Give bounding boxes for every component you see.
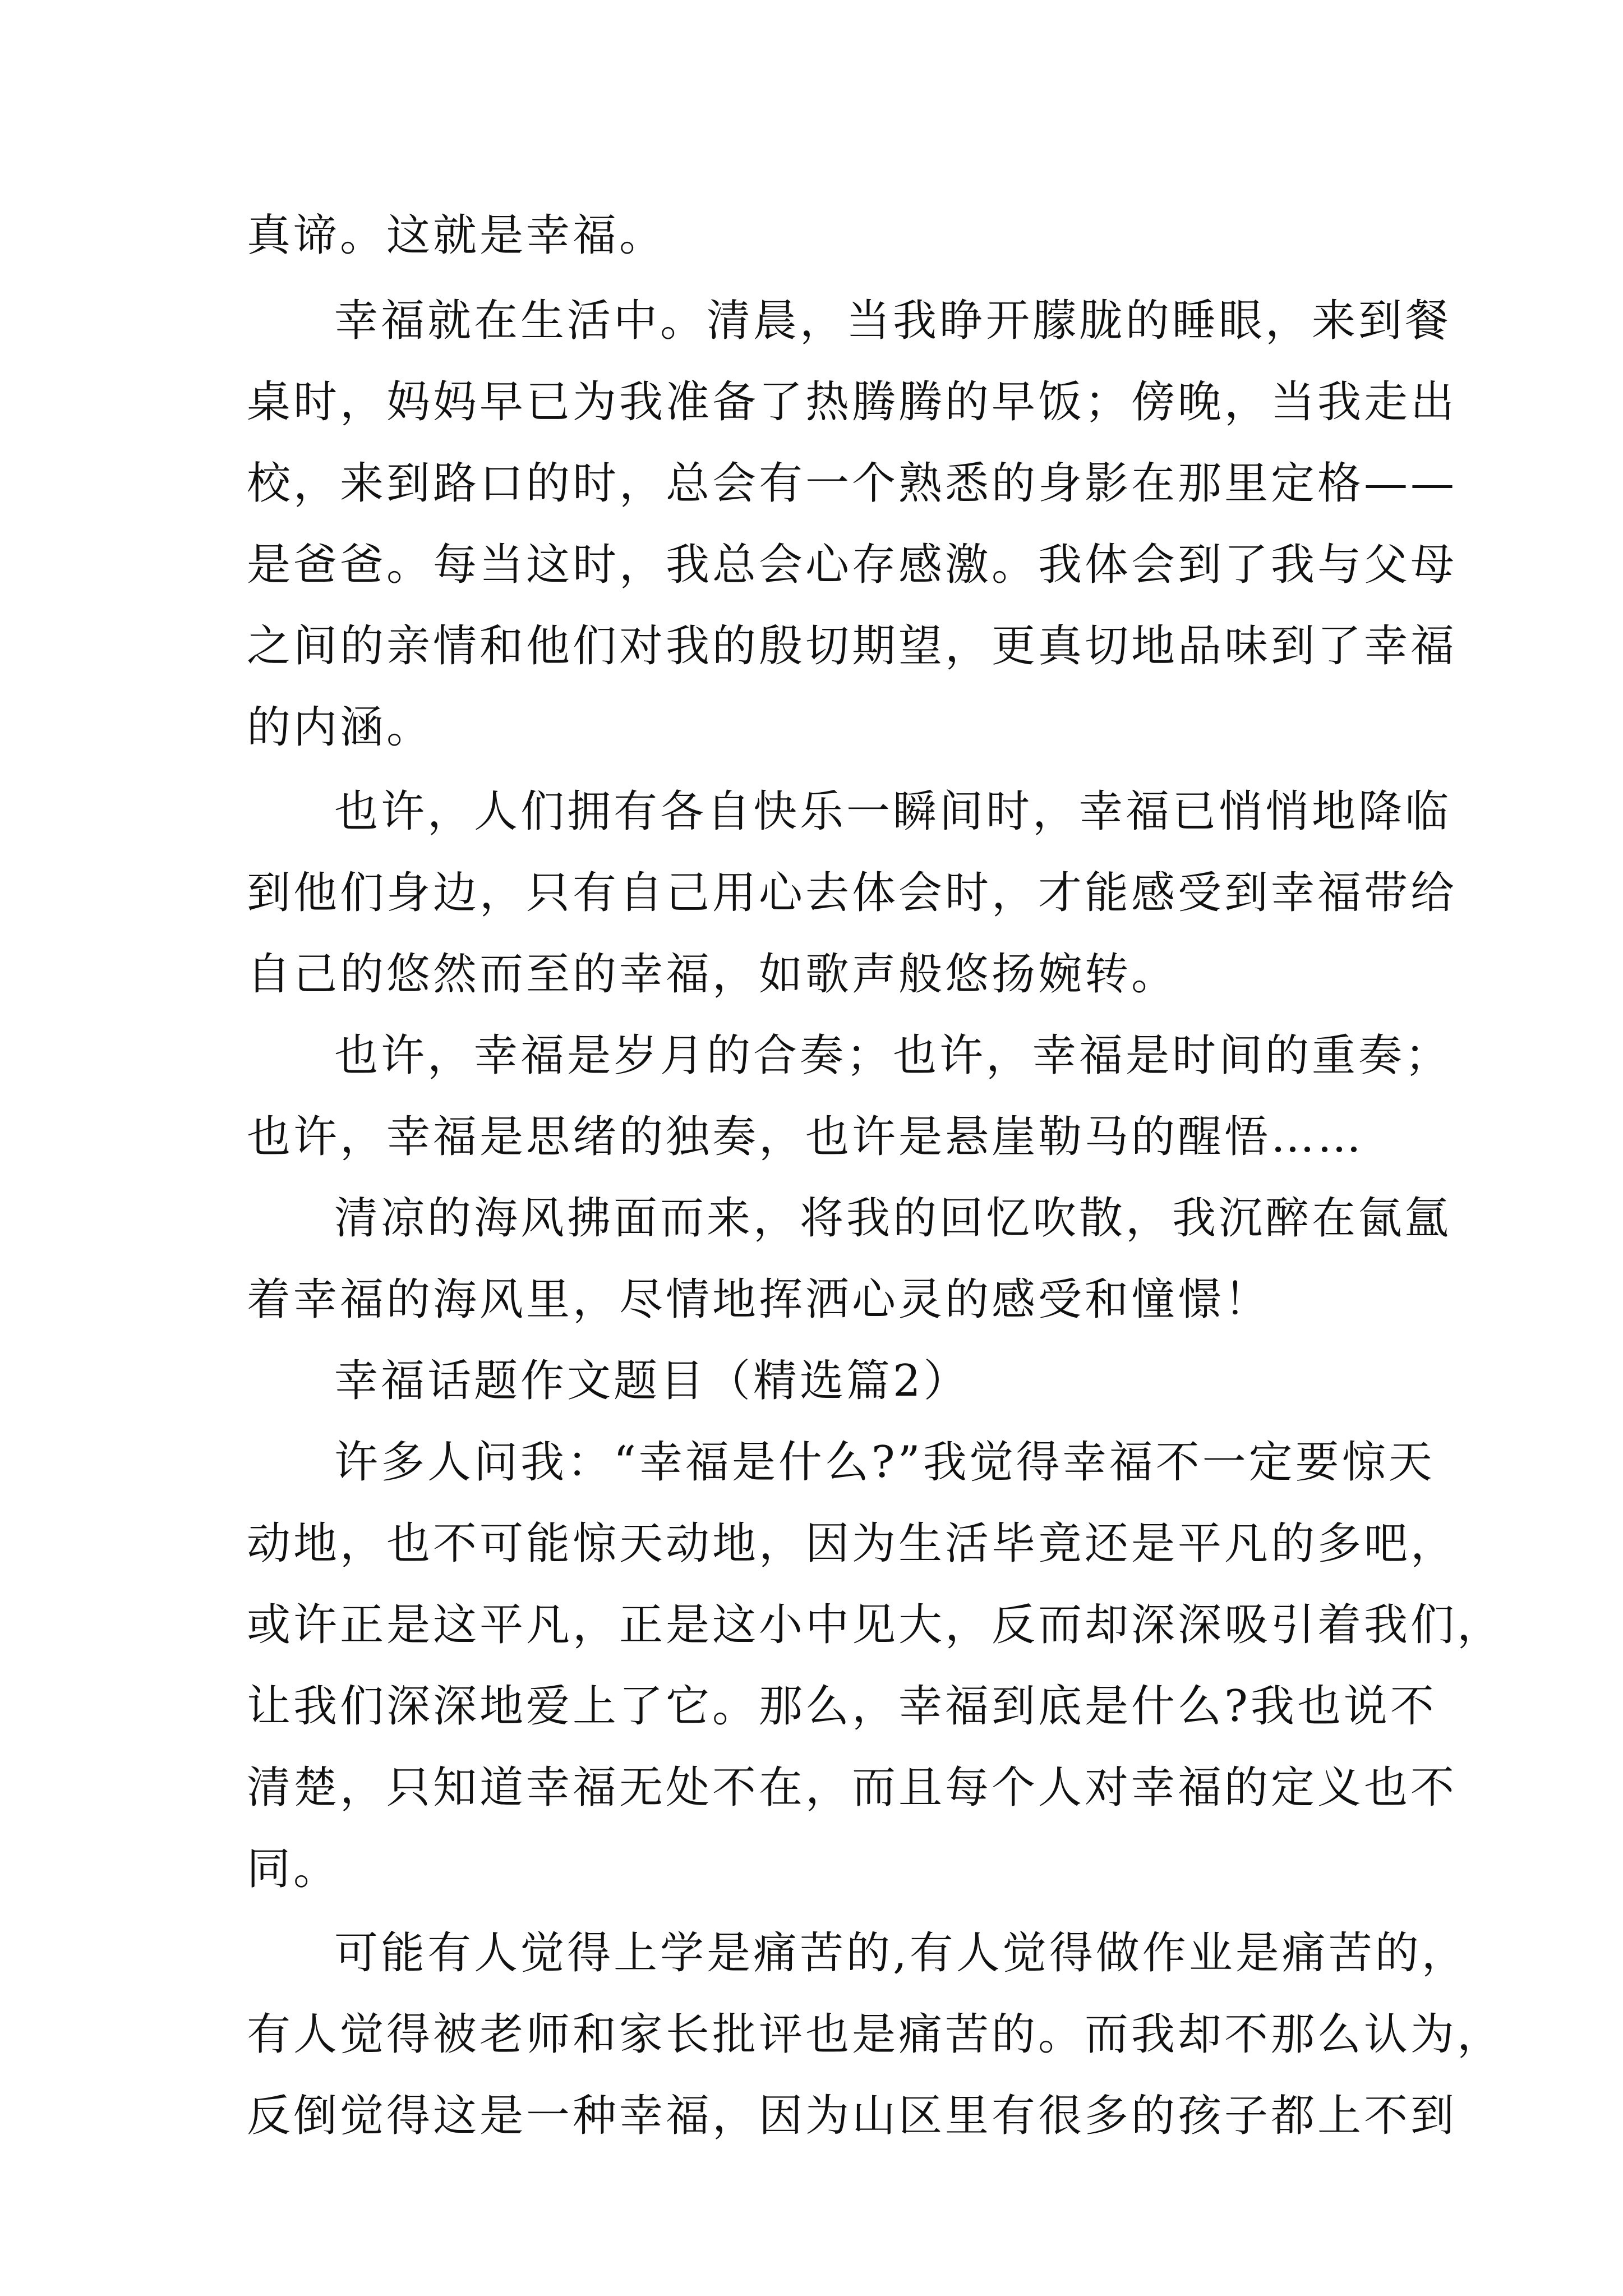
text-line: 到他们身边，只有自己用心去体会时，才能感受到幸福带给 bbox=[247, 868, 1458, 918]
paragraph-first-line: 清凉的海风拂面而来，将我的回忆吹散，我沉醉在氤氲 bbox=[334, 1193, 1452, 1244]
text-line: 同。 bbox=[247, 1844, 340, 1894]
text-line: 反倒觉得这是一种幸福，因为山区里有很多的孩子都上不到 bbox=[247, 2091, 1458, 2141]
text-line: 之间的亲情和他们对我的殷切期望，更真切地品味到了幸福 bbox=[247, 621, 1458, 671]
paragraph-first-line: 也许，人们拥有各自快乐一瞬间时，幸福已悄悄地降临 bbox=[334, 786, 1452, 837]
paragraph-first-line: 可能有人觉得上学是痛苦的,有人觉得做作业是痛苦的， bbox=[334, 1928, 1468, 1978]
text-line: 也许，幸福是思绪的独奏，也许是悬崖勒马的醒悟…… bbox=[247, 1112, 1364, 1162]
text-line: 让我们深深地爱上了它。那么，幸福到底是什么?我也说不 bbox=[247, 1681, 1437, 1732]
text-line: 清楚，只知道幸福无处不在，而且每个人对幸福的定义也不 bbox=[247, 1763, 1458, 1813]
text-line: 校，来到路口的时，总会有一个熟悉的身影在那里定格—— bbox=[247, 458, 1458, 509]
paragraph-first-line: 许多人问我：“幸福是什么?”我觉得幸福不一定要惊天 bbox=[334, 1437, 1435, 1488]
text-line: 桌时，妈妈早已为我准备了热腾腾的早饭；傍晚，当我走出 bbox=[247, 377, 1458, 427]
text-line: 真谛。这就是幸福。 bbox=[247, 210, 666, 261]
text-line: 动地，也不可能惊天动地，因为生活毕竟还是平凡的多吧， bbox=[247, 1519, 1458, 1569]
text-line: 有人觉得被老师和家长批评也是痛苦的。而我却不那么认为， bbox=[247, 2009, 1504, 2060]
section-heading: 幸福话题作文题目（精选篇2） bbox=[334, 1356, 970, 1406]
paragraph-first-line: 也许，幸福是岁月的合奏；也许，幸福是时间的重奏； bbox=[334, 1030, 1452, 1081]
text-line: 着幸福的海风里，尽情地挥洒心灵的感受和憧憬！ bbox=[247, 1274, 1271, 1325]
text-line: 或许正是这平凡，正是这小中见大，反而却深深吸引着我们， bbox=[247, 1600, 1504, 1650]
text-line: 是爸爸。每当这时，我总会心存感激。我体会到了我与父母 bbox=[247, 540, 1458, 590]
text-line: 自己的悠然而至的幸福，如歌声般悠扬婉转。 bbox=[247, 949, 1178, 1000]
paragraph-first-line: 幸福就在生活中。清晨，当我睁开朦胧的睡眼，来到餐 bbox=[334, 296, 1452, 346]
text-line: 的内涵。 bbox=[247, 702, 434, 753]
